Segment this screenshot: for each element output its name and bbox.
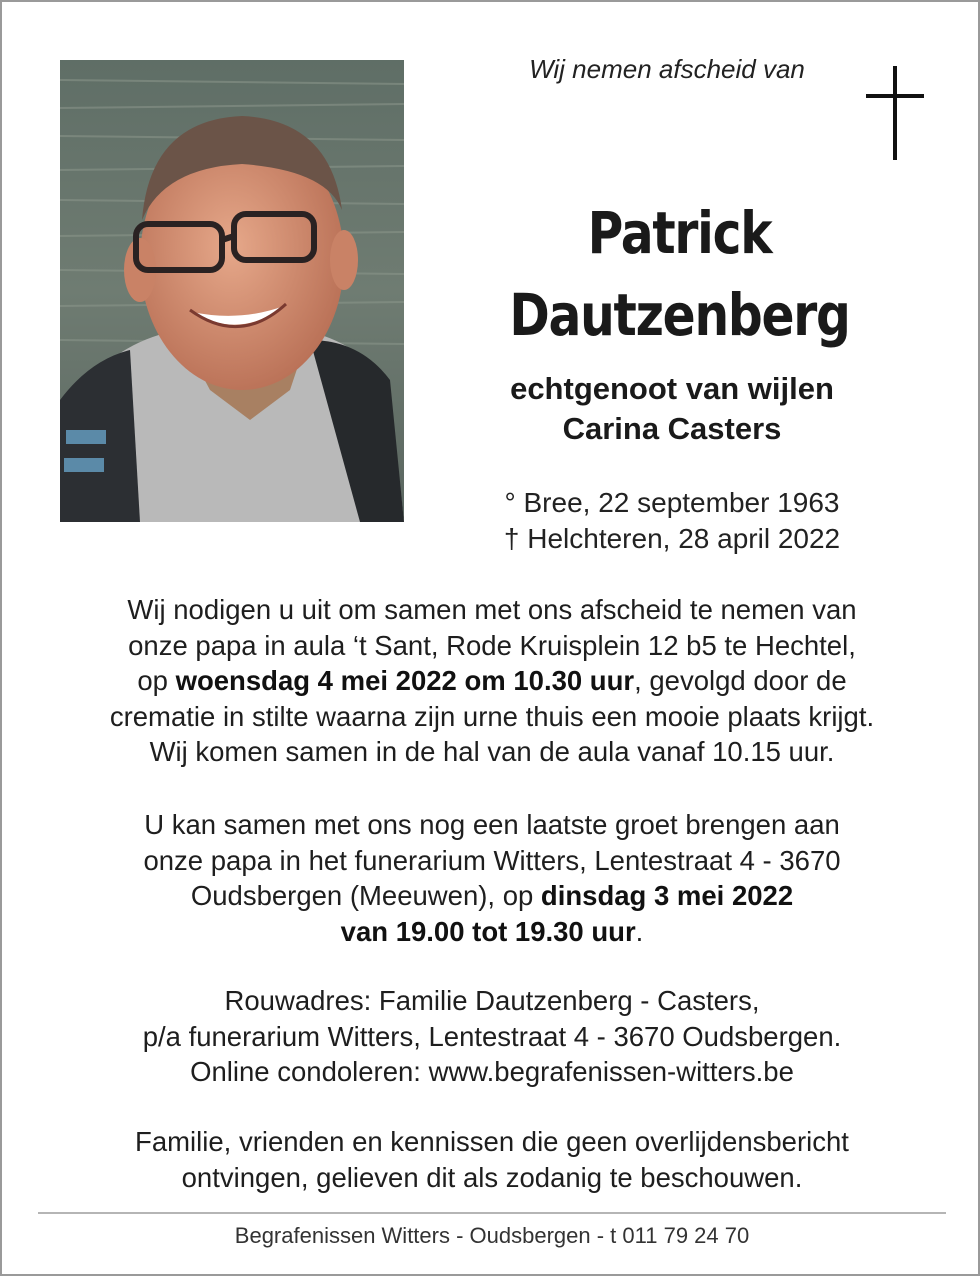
life-dates xyxy=(452,485,892,557)
paragraph-line: Wij komen samen in de hal van de aula vanaf 10.15 uur. xyxy=(149,736,835,767)
visitation-paragraph xyxy=(32,807,952,949)
last-name: Dautzenberg xyxy=(509,281,850,349)
visitation-date: dinsdag 3 mei 2022 xyxy=(540,880,794,911)
paragraph-line: ontvingen, gelieven dit als zodanig te beschouwen. xyxy=(181,1161,803,1193)
death-date: † Helchteren, 28 april 2022 xyxy=(503,523,841,554)
paragraph-line: p/a funerarium Witters, Lentestraat 4 - 3670 Oudsbergen. xyxy=(142,1020,842,1052)
paragraph-line: Familie, vrienden en kennissen die geen overlijdensbericht xyxy=(135,1126,849,1157)
cross-icon xyxy=(866,66,924,160)
condolence-link[interactable]: Online condoleren: www.begrafenissen-witters.be xyxy=(190,1056,794,1087)
paragraph-line: U kan samen met ons nog een laatste groet brengen aan xyxy=(144,809,840,840)
paragraph-line: Oudsbergen (Meeuwen), op dinsdag 3 mei 2022 xyxy=(190,880,794,911)
paragraph-line: onze papa in aula ‘t Sant, Rode Kruisplein 12 b5 te Hechtel, xyxy=(128,629,856,661)
notice-paragraph xyxy=(32,1124,952,1195)
paragraph-line: crematie in stilte waarna zijn urne thuis een mooie plaats krijgt. xyxy=(109,700,875,732)
paragraph-line: op woensdag 4 mei 2022 om 10.30 uur, gevolgd door de xyxy=(137,665,847,696)
visitation-time: van 19.00 tot 19.30 uur xyxy=(340,915,636,947)
first-name: Patrick xyxy=(587,199,772,267)
birth-date: ° Bree, 22 september 1963 xyxy=(504,487,840,518)
mourning-address-paragraph xyxy=(32,983,952,1090)
divider xyxy=(38,1212,946,1214)
invitation-paragraph xyxy=(32,592,952,770)
spouse-name: Carina Casters xyxy=(562,411,782,446)
ceremony-datetime: woensdag 4 mei 2022 om 10.30 uur xyxy=(175,665,635,696)
paragraph-line: Wij nodigen u uit om samen met ons afscheid te nemen van xyxy=(127,594,857,625)
paragraph-line: onze papa in het funerarium Witters, Lentestraat 4 - 3670 xyxy=(143,844,841,876)
paragraph-line: Rouwadres: Familie Dautzenberg - Casters, xyxy=(224,985,760,1016)
paragraph-line: van 19.00 tot 19.30 uur. xyxy=(340,915,644,947)
relation-text: echtgenoot van wijlen xyxy=(510,371,834,406)
funeral-home-footer: Begrafenissen Witters - Oudsbergen - t 011 79 24 70 xyxy=(234,1223,750,1248)
portrait-photo xyxy=(60,60,404,522)
deceased-name xyxy=(488,192,870,356)
intro-text: Wij nemen afscheid van xyxy=(529,54,805,84)
spouse-info xyxy=(452,369,892,449)
